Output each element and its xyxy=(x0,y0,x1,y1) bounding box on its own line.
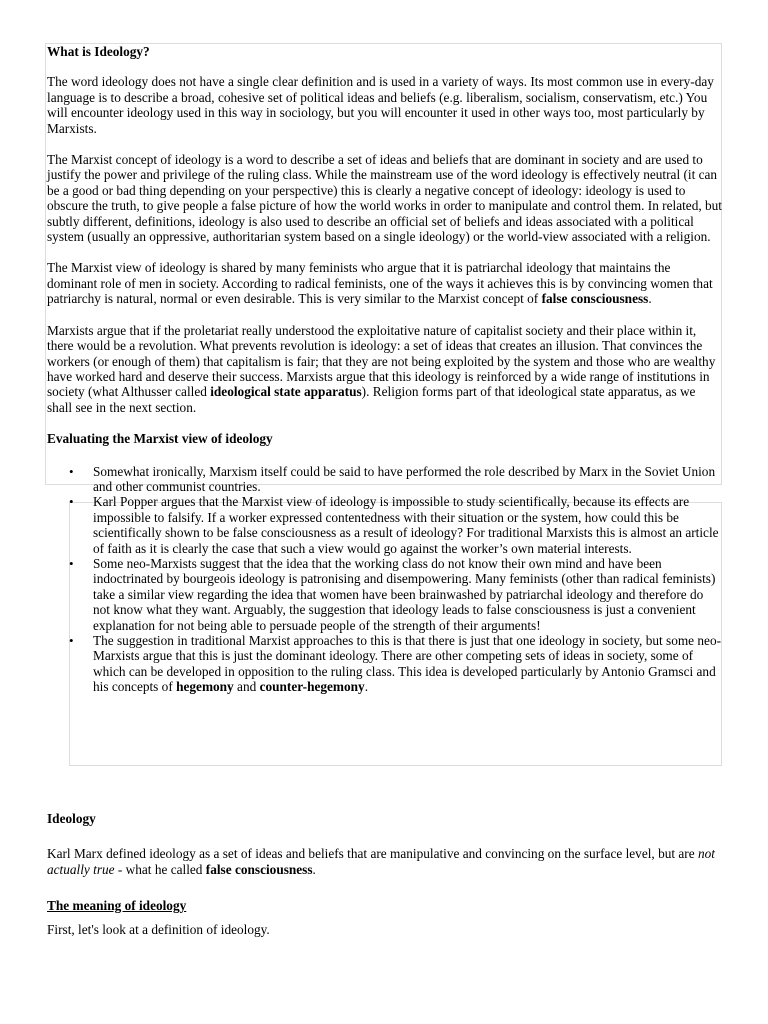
paragraph-feminist-view xyxy=(47,260,722,306)
gramsci-text: The suggestion in traditional Marxist approaches to this is that there is just that one ideology in society, but some neo-Marxists argue that this is just the dominant ideology. There are other competing sets of ideas in society, some of which can be developed in opposition to the ruling class. This idea is developed particularly by Antonio Gramsci and his concepts of xyxy=(93,633,722,695)
heading-meaning-of-ideology: The meaning of ideology xyxy=(47,898,187,913)
bullet-icon: • xyxy=(69,463,74,479)
list-item-text: Some neo-Marxists suggest that the idea that the working class do not know their own mind and have been indoctrinated by bourgeois ideology is patronising and disempowering. Many feminists (other than radical feminists) take a similar view regarding the idea that women have been brainwashed by patriarchal ideology and therefore do not know what they want. Arguably, the suggestion that ideology leads to false consciousness is just a convenient explanation for not being able to persuade people of the strength of their arguments! xyxy=(93,555,716,633)
gramsci-end: . xyxy=(364,679,369,695)
term-hegemony: hegemony xyxy=(176,679,234,695)
paragraph-marxist-concept: The Marxist concept of ideology is a word to describe a set of ideas and beliefs that are dominant in society and are used to justify the power and privilege of the ruling class. While the mainstream use of the word ideology is effectively neutral (it can be a good or bad thing depending on your perspective) this is clearly a negative concept of ideology: ideology is used to obscure the truth, to give people a false picture of how the world works in order to manipulate and control them. In related, but subtly different, definitions, ideology is also used to describe an official set of beliefs and ideas associated with a political system (usually an oppressive, authoritarian system based on a single ideology) or the world-view associated with a religion. xyxy=(47,152,722,245)
term-false-consciousness: false consciousness xyxy=(541,291,649,307)
paragraph-karl-marx-definition xyxy=(47,846,722,877)
list-item xyxy=(47,464,722,495)
feminist-view-text: The Marxist view of ideology is shared by many feminists who argue that it is patriarchal ideology that maintains the dominant role of men in society. According to radical feminists, one of the ways it achieves this is by convincing women that patriarchy is natural, normal or even desirable. This is very similar to the Marxist concept of xyxy=(47,260,713,307)
evaluation-list xyxy=(47,464,722,695)
feminist-view-end: . xyxy=(648,291,652,307)
heading-what-is-ideology: What is Ideology? xyxy=(47,44,150,59)
paragraph-ideology-definition: The word ideology does not have a single clear definition and is used in a variety of ways. Its most common use in every-day language is to describe a broad, cohesive set of political ideas and beliefs (e.g. liberalism, socialism, conservatism, etc.) You will encounter ideology used in this way in sociology, but you will encounter it used in other ways too, most particularly by Marxists. xyxy=(47,74,714,136)
marx-definition-mid: - what he called xyxy=(114,861,206,877)
phrase-not-actually-true: not actually true xyxy=(47,846,715,877)
marx-definition-end: . xyxy=(312,861,316,877)
revolution-end: ). Religion forms part of that ideological state apparatus, as we shall see in the next section. xyxy=(47,384,696,415)
heading-ideology: Ideology xyxy=(47,811,96,826)
bullet-icon: • xyxy=(69,494,74,510)
term-counter-hegemony: counter-hegemony xyxy=(259,679,365,695)
term-ideological-state-apparatus: ideological state apparatus xyxy=(210,384,362,400)
list-item xyxy=(47,494,722,556)
bullet-icon: • xyxy=(69,555,74,571)
list-item xyxy=(47,556,722,633)
revolution-text: Marxists argue that if the proletariat really understood the exploitative nature of capitalist society and their place within it, there would be a revolution. What prevents revolution is ideology: a set of ideas that creates an illusion. That convinces the workers (or enough of them) that capitalism is fair; that they are not being exploited by the system and those who are wealthy have worked hard and deserve their success. Marxists argue that this ideology is reinforced by a wide range of institutions in society (what Althusser called xyxy=(47,322,716,400)
document-body xyxy=(47,44,722,695)
list-item-text: Karl Popper argues that the Marxist view of ideology is impossible to study scientifically, because its effects are impossible to falsify. If a worker expressed contentedness with their situation or the system, how could this be scientifically shown to be false consciousness as a result of ideology? For traditional Marxists this is almost an article of faith as it is clearly the case that such a view would go against the worker’s own material interests. xyxy=(93,494,719,556)
marx-definition-text: Karl Marx defined ideology as a set of ideas and beliefs that are manipulative and convincing on the surface level, but are xyxy=(47,846,698,862)
heading-evaluating-marxist-view: Evaluating the Marxist view of ideology xyxy=(47,431,273,447)
list-item-text: Somewhat ironically, Marxism itself could be said to have performed the role described by Marx in the Soviet Union and other communist countries. xyxy=(93,463,716,494)
gramsci-and: and xyxy=(233,679,260,695)
section-meaning-of-ideology xyxy=(47,898,722,938)
paragraph-revolution xyxy=(47,323,722,415)
paragraph-definition-intro: First, let's look at a definition of ideology. xyxy=(47,922,270,938)
term-false-consciousness-2: false consciousness xyxy=(205,861,313,877)
list-item-text xyxy=(93,633,721,694)
section-ideology xyxy=(47,811,722,877)
bullet-icon: • xyxy=(69,633,74,648)
list-item xyxy=(47,633,722,695)
